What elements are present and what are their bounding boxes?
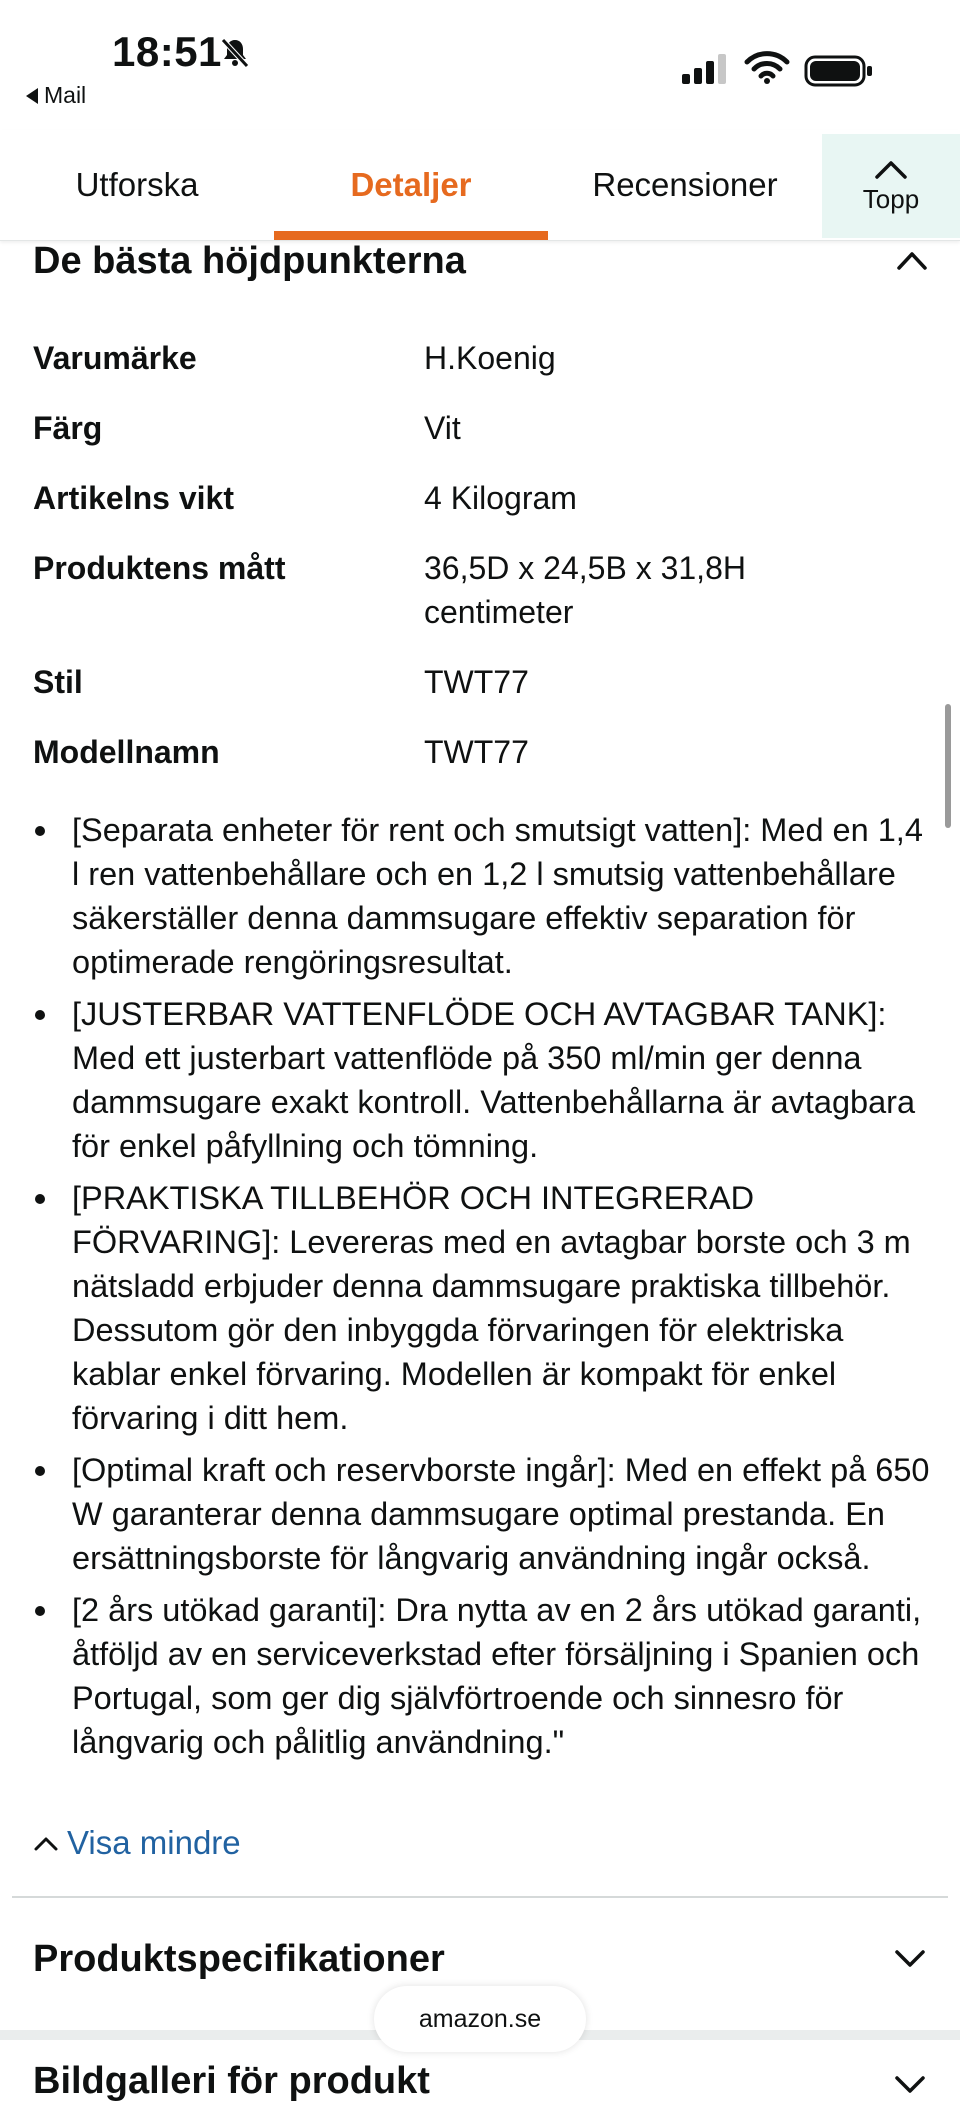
- show-less-link[interactable]: [33, 1824, 241, 1862]
- feature-bullet: [Optimal kraft och reservborste ingår]: Med en effekt på 650 W garanterar denna dammsugare optimal prestanda. En ersättningsborste för långvarig användning ingår också.: [33, 1448, 933, 1580]
- back-to-mail[interactable]: [26, 82, 86, 109]
- chevron-up-icon: [33, 1834, 59, 1852]
- scroll-to-top-button[interactable]: [822, 134, 960, 238]
- top-label: Topp: [862, 183, 920, 214]
- spec-value: 4 Kilogram: [424, 480, 577, 516]
- browser-url-pill[interactable]: [374, 1986, 586, 2052]
- feature-bullet: [Separata enheter för rent och smutsigt vatten]: Med en 1,4 l ren vattenbehållare och en 1,2 l smutsig vattenbehållare säkerställer denna dammsugare effektiv separation för optimerade rengöringsresultat.: [33, 808, 933, 984]
- show-less-label: Visa mindre: [67, 1824, 241, 1861]
- scrollbar[interactable]: [945, 704, 951, 828]
- gallery-header[interactable]: Bildgalleri för produkt: [33, 2060, 430, 2102]
- feature-bullet-list: [33, 808, 933, 1772]
- spec-value: H.Koenig: [424, 340, 556, 376]
- spec-key: Stil: [33, 664, 83, 700]
- section-divider: [12, 1896, 948, 1898]
- spec-key: Varumärke: [33, 340, 197, 376]
- bell-muted-icon: [218, 36, 252, 70]
- expand-chevron-icon[interactable]: [893, 1946, 927, 1970]
- wifi-icon: [744, 50, 790, 86]
- highlights-title: De bästa höjdpunkterna: [33, 240, 466, 282]
- chevron-up-icon: [874, 158, 908, 180]
- feature-bullet: [JUSTERBAR VATTENFLÖDE OCH AVTAGBAR TANK]: Med ett justerbart vattenflöde på 350 ml/min ger denna dammsugare exakt kontroll. Vattenbehållarna är avtagbara för enkel påfyllning och tömning.: [33, 992, 933, 1168]
- collapse-chevron-icon[interactable]: [895, 248, 929, 272]
- spec-key: Färg: [33, 410, 103, 446]
- back-arrow-icon: [26, 88, 38, 104]
- spec-value: TWT77: [424, 664, 529, 700]
- tab-utforska[interactable]: Utforska: [75, 166, 199, 203]
- spec-value: TWT77: [424, 734, 529, 770]
- feature-bullet: [PRAKTISKA TILLBEHÖR OCH INTEGRERAD FÖRVARING]: Levereras med en avtagbar borste och 3 m nätsladd erbjuder denna dammsugare praktiska tillbehör. Dessutom gör den inbyggda förvaringen för elektriska kablar enkel förvaring. Modellen är kompakt för enkel förvaring i ditt hem.: [33, 1176, 933, 1440]
- spec-key: Artikelns vikt: [33, 480, 234, 516]
- tab-recensioner[interactable]: Recensioner: [592, 166, 778, 203]
- spec-key: Modellnamn: [33, 734, 220, 770]
- status-bar: [0, 0, 960, 130]
- detail-tab-bar: [0, 130, 960, 241]
- spec-value: Vit: [424, 410, 461, 446]
- cellular-signal-icon: [680, 52, 730, 86]
- product-specs-header[interactable]: Produktspecifikationer: [33, 1938, 445, 1980]
- clock: 18:51: [112, 28, 222, 75]
- spec-key: Produktens mått: [33, 550, 286, 586]
- expand-chevron-icon[interactable]: [893, 2072, 927, 2096]
- domain-label: amazon.se: [418, 2004, 542, 2033]
- back-label: Mail: [44, 82, 87, 108]
- battery-icon: [804, 54, 874, 88]
- feature-bullet: [2 års utökad garanti]: Dra nytta av en 2 års utökad garanti, åtföljd av en serviceverkstad efter försäljning i Spanien och Portugal, som ger dig självförtroende och sinnesro för långvarig och pålitlig användning.": [33, 1588, 933, 1764]
- active-tab-indicator: [274, 231, 548, 240]
- tab-detaljer[interactable]: Detaljer: [350, 166, 472, 203]
- spec-value: 36,5D x 24,5B x 31,8H centimeter: [424, 550, 746, 630]
